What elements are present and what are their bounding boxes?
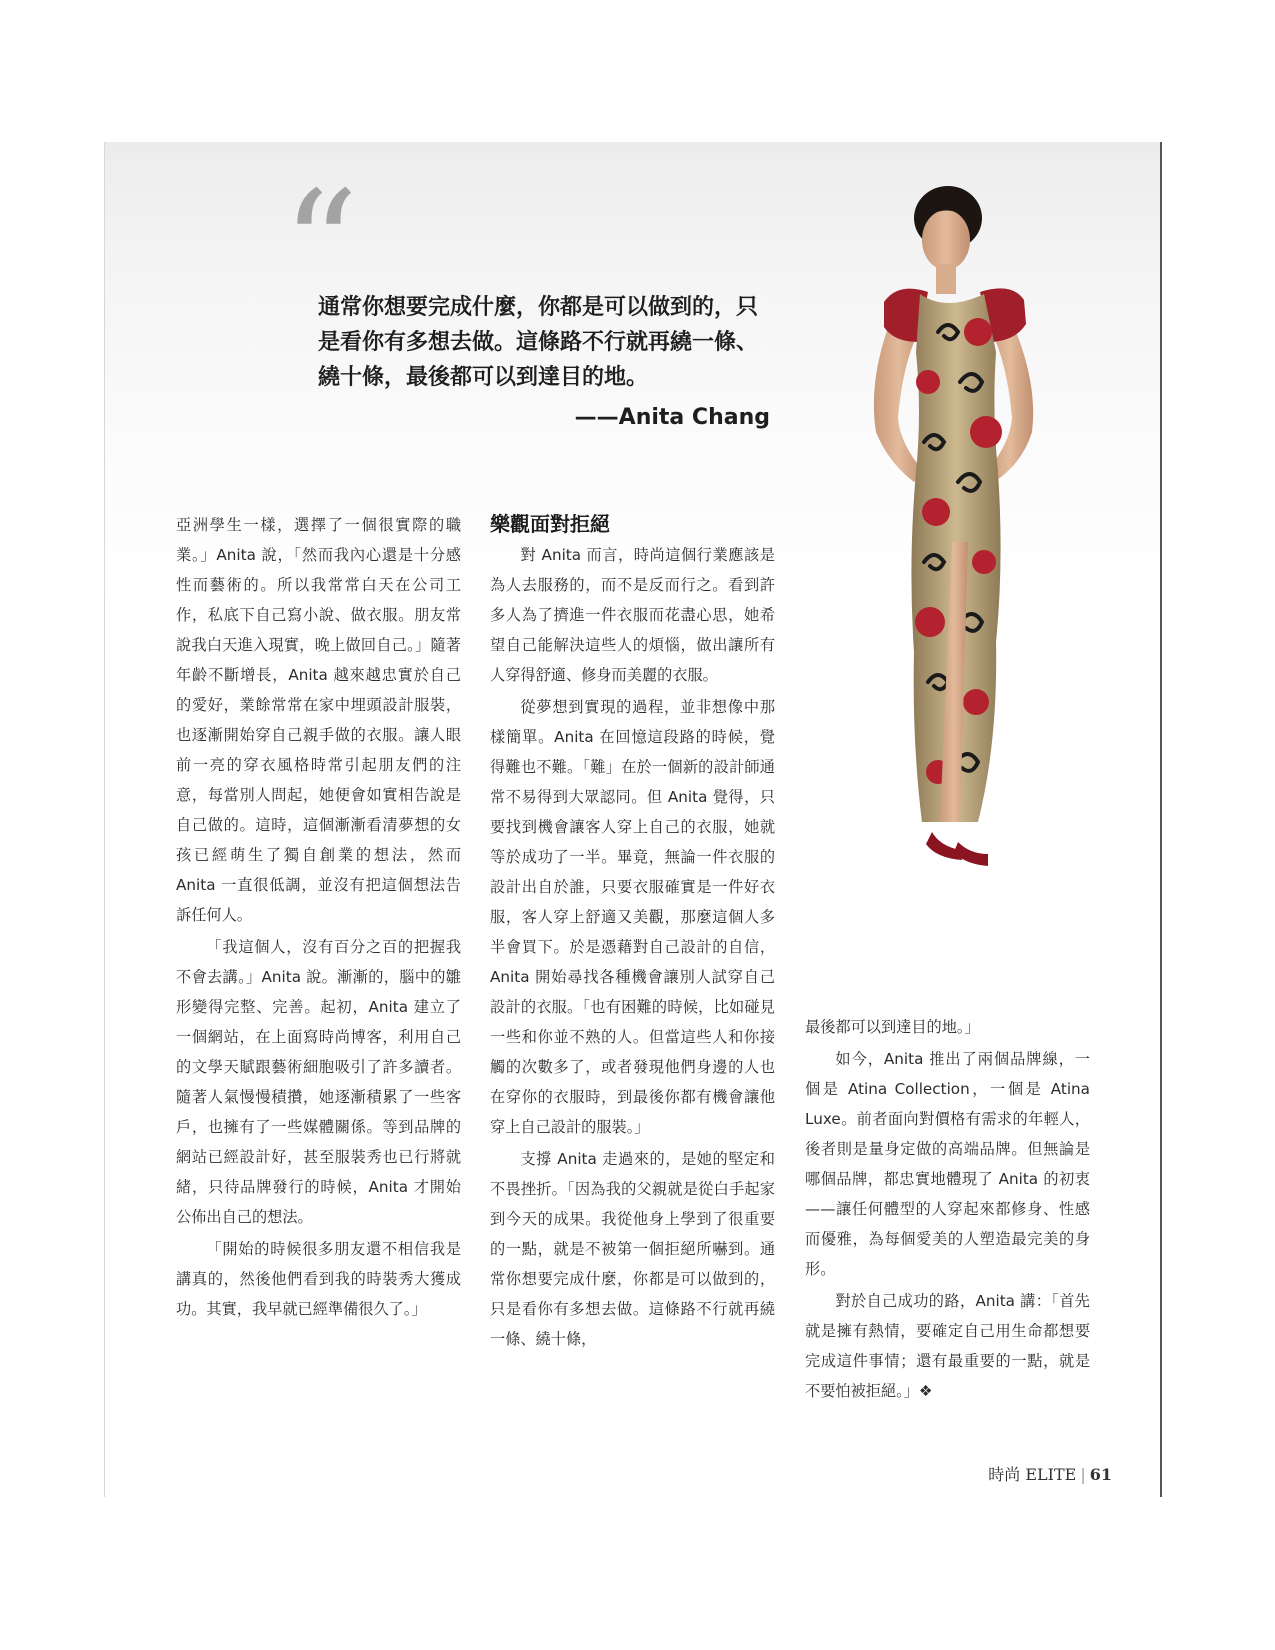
article-column-2 (490, 540, 775, 1354)
pull-quote-author: ——Anita Chang (574, 405, 770, 430)
paragraph: 「開始的時候很多朋友還不相信我是講真的，然後他們看到我的時裝秀大獲成功。其實，我早就已經準備很久了。」 (176, 1240, 461, 1318)
page-left-edge (104, 142, 105, 1497)
paragraph: 亞洲學生一樣，選擇了一個很實際的職業。」Anita 說，「然而我內心還是十分感性而藝術的。所以我常常白天在公司工作，私底下自己寫小說、做衣服。朋友常說我白天進入現實，晚上做回自己。」隨著年齡不斷增長，Anita 越來越忠實於自己的愛好，業餘常常在家中埋頭設計服裝，也逐漸開始穿自己親手做的衣服。讓人眼前一亮的穿衣風格時常引起朋友們的注意，每當別人問起，她便會如實相告說是自己做的。這時，這個漸漸看清夢想的女孩已經萌生了獨自創業的想法，然而 Anita 一直很低調，並沒有把這個想法告訴任何人。 (176, 516, 461, 924)
paragraph: 「我這個人，沒有百分之百的把握我不會去講。」Anita 說。漸漸的，腦中的雛形變得完整、完善。起初，Anita 建立了一個網站，在上面寫時尚博客，利用自己的文學天賦跟藝術細胞吸引了許多讀者。隨著人氣慢慢積攢，她逐漸積累了一些客戶，也擁有了一些媒體關係。等到品牌的網站已經設計好，甚至服裝秀也已行將就緒，只待品牌發行的時候，Anita 才開始公佈出自己的想法。 (176, 938, 461, 1226)
article-column-3 (805, 1012, 1090, 1406)
section-heading: 樂觀面對拒絕 (490, 512, 610, 536)
paragraph: 從夢想到實現的過程，並非想像中那樣簡單。Anita 在回憶這段路的時候，覺得難也不難。「難」在於一個新的設計師通常不易得到大眾認同。但 Anita 覺得，只要找到機會讓客人穿上自己的衣服，她就等於成功了一半。畢竟，無論一件衣服的設計出自於誰，只要衣服確實是一件好衣服，客人穿上舒適又美觀，那麼這個人多半會買下。於是憑藉對自己設計的自信，Anita 開始尋找各種機會讓別人試穿自己設計的衣服。「也有困難的時候，比如碰見一些和你並不熟的人。但當這些人和你接觸的次數多了，或者發現他們身邊的人也在穿你的衣服時，到最後你都有機會讓他穿上自己設計的服裝。」 (490, 698, 775, 1136)
paragraph: 最後都可以到達目的地。」 (805, 1018, 980, 1036)
paragraph: 對 Anita 而言，時尚這個行業應該是為人去服務的，而不是反而行之。看到許多人為了擠進一件衣服而花盡心思，她希望自己能解決這些人的煩惱，做出讓所有人穿得舒適、修身而美麗的衣服。 (490, 546, 775, 684)
footer-separator: | (1080, 1465, 1086, 1484)
magazine-name: 時尚 ELITE (988, 1465, 1077, 1484)
model-photo (828, 182, 1096, 930)
paragraph: 支撐 Anita 走過來的，是她的堅定和不畏挫折。「因為我的父親就是從白手起家到今天的成果。我從他身上學到了很重要的一點，就是不被第一個拒絕所嚇到。通常你想要完成什麼，你都是可以做到的，只是看你有多想去做。這條路不行就再繞一條、繞十條， (490, 1150, 775, 1348)
paragraph: 對於自己成功的路，Anita 講：「首先就是擁有熱情，要確定自己用生命都想要完成這件事情；還有最重要的一點，就是不要怕被拒絕。」❖ (805, 1292, 1090, 1400)
paragraph: 如今，Anita 推出了兩個品牌線，一個是 Atina Collection，一個是 Atina Luxe。前者面向對價格有需求的年輕人，後者則是量身定做的高端品牌。但無論是哪個品牌，都忠實地體現了 Anita 的初衷——讓任何體型的人穿起來都修身、性感而優雅，為每個愛美的人塑造最完美的身形。 (805, 1050, 1090, 1278)
page-footer (962, 1462, 1112, 1485)
quote-mark-icon: “ (282, 160, 359, 334)
page-right-edge (1160, 142, 1162, 1497)
article-column-1 (176, 510, 461, 1324)
pull-quote-text: 通常你想要完成什麼，你都是可以做到的，只是看你有多想去做。這條路不行就再繞一條、繞十條，最後都可以到達目的地。 (318, 295, 759, 390)
page-number: 61 (1089, 1465, 1112, 1484)
